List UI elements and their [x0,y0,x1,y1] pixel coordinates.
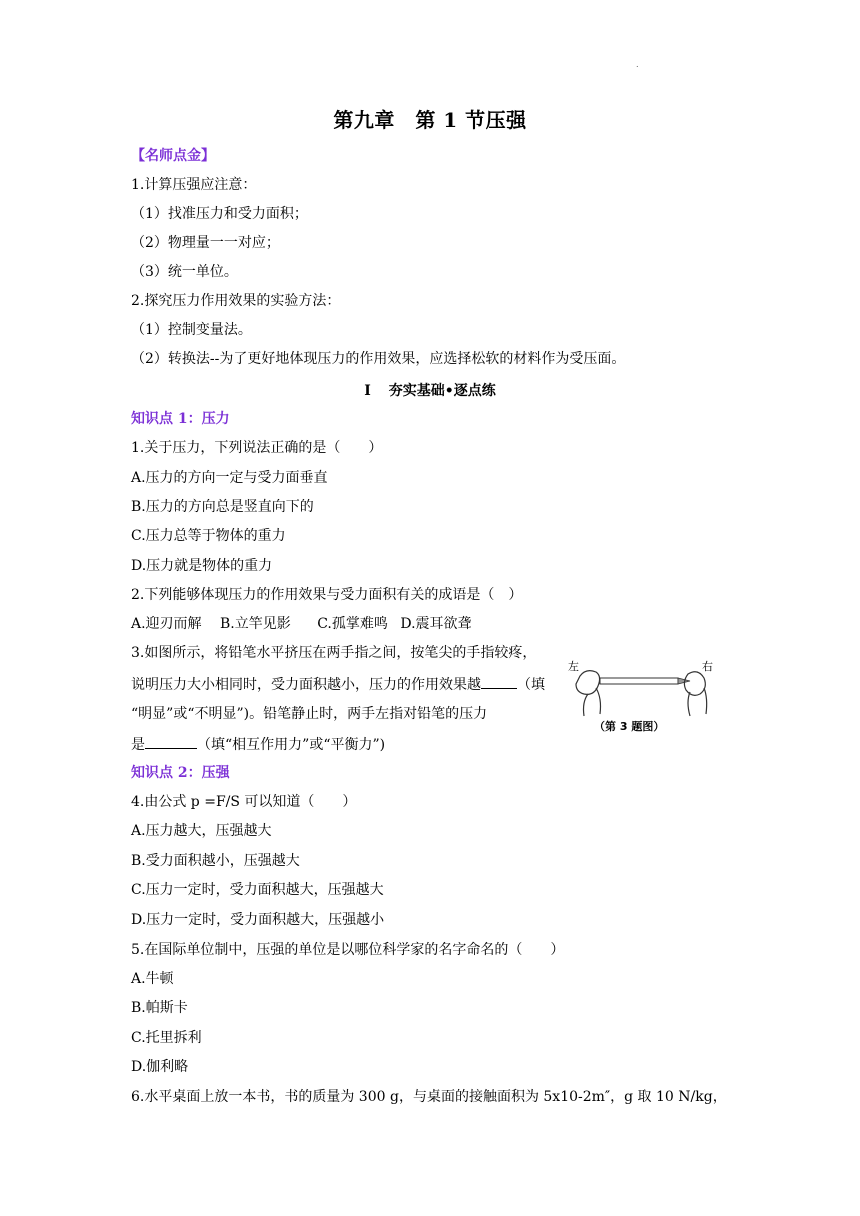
section-roman: Ⅰ [364,383,371,399]
page-title: 第九章 第 1 节压强 [333,108,527,132]
question-5-option-a: A.牛顿 [131,971,174,987]
tip-line: （1）找准压力和受力面积； [131,206,308,222]
tip-line: （1）控制变量法。 [131,322,252,338]
question-4-stem: 4.由公式 p =F/S 可以知道（ ） [131,794,357,810]
question-2-options [131,614,472,634]
question-3-line-1: 3.如图所示，将铅笔水平挤压在两手指之间，按笔尖的手指较疼， [131,645,537,661]
figure-caption: （第 3 题图） [594,720,665,733]
figure-label-left: 左 [568,660,579,673]
question-2-stem: 2.下列能够体现压力的作用效果与受力面积有关的成语是（ ） [131,587,523,603]
answer-blank[interactable] [145,734,197,749]
tip-header: 【名师点金】 [131,148,215,164]
question-5-option-c: C.托里拆利 [131,1030,202,1046]
question-5-option-d: D.伽利略 [131,1059,189,1075]
question-2-option-a: A.迎刃而解 [131,616,202,632]
question-1-option-d: D.压力就是物体的重力 [131,558,273,574]
tip-line: 1.计算压强应注意： [131,177,257,193]
question-1-option-b: B.压力的方向总是竖直向下的 [131,499,314,515]
knowledge-point-1: 知识点 1：压力 [131,411,230,427]
section-heading [0,380,860,400]
question-4-option-b: B.受力面积越小，压强越大 [131,853,300,869]
question-6-stem: 6.水平桌面上放一本书，书的质量为 300 g，与桌面的接触面积为 5x10-2m″，g 取 10 N/kg， [131,1089,727,1105]
question-5-option-b: B.帕斯卡 [131,1000,188,1016]
question-4-option-a: A.压力越大，压强越大 [131,823,272,839]
question-3-text: 是 [131,737,145,753]
question-2-option-c: C.孤掌难鸣 [317,616,388,632]
question-4-option-c: C.压力一定时，受力面积越大，压强越大 [131,882,384,898]
tip-line: （2）转换法--为了更好地体现压力的作用效果，应选择松软的材料作为受压面。 [131,351,626,367]
question-2-option-b: B.立竿见影 [220,616,291,632]
answer-blank[interactable] [481,674,517,689]
tip-line: （3）统一单位。 [131,264,238,280]
question-5-stem: 5.在国际单位制中，压强的单位是以哪位科学家的名字命名的（ ） [131,942,565,958]
section-title: 夯实基础•逐点练 [388,383,496,399]
question-1-option-a: A.压力的方向一定与受力面垂直 [131,470,328,486]
question-3-text: （填“相互作用力”或“平衡力”) [197,737,386,753]
pencil-icon [600,678,690,684]
question-2-option-d: D.震耳欲聋 [400,616,472,632]
tip-line: （2）物理量一一对应； [131,235,280,251]
tip-line: 2.探究压力作用效果的实验方法： [131,293,341,309]
figure-label-right: 右 [702,660,713,673]
knowledge-point-2: 知识点 2：压强 [131,765,230,781]
question-4-option-d: D.压力一定时，受力面积越大，压强越小 [131,912,385,928]
left-finger-icon [576,671,601,716]
pencil-fingers-figure [566,648,716,740]
question-3-text: 说明压力大小相同时，受力面积越小，压力的作用效果越 [131,677,481,693]
question-3-line-3: “明显”或“不明显”)。铅笔静止时，两手左指对铅笔的压力 [131,706,488,722]
right-finger-icon [684,672,706,716]
question-3-line-2 [131,674,545,695]
question-3-text: （填 [517,677,545,693]
corner-mark: . [636,60,639,69]
question-1-stem: 1.关于压力，下列说法正确的是（ ） [131,440,383,456]
question-1-option-c: C.压力总等于物体的重力 [131,528,286,544]
question-3-line-4 [131,734,385,755]
